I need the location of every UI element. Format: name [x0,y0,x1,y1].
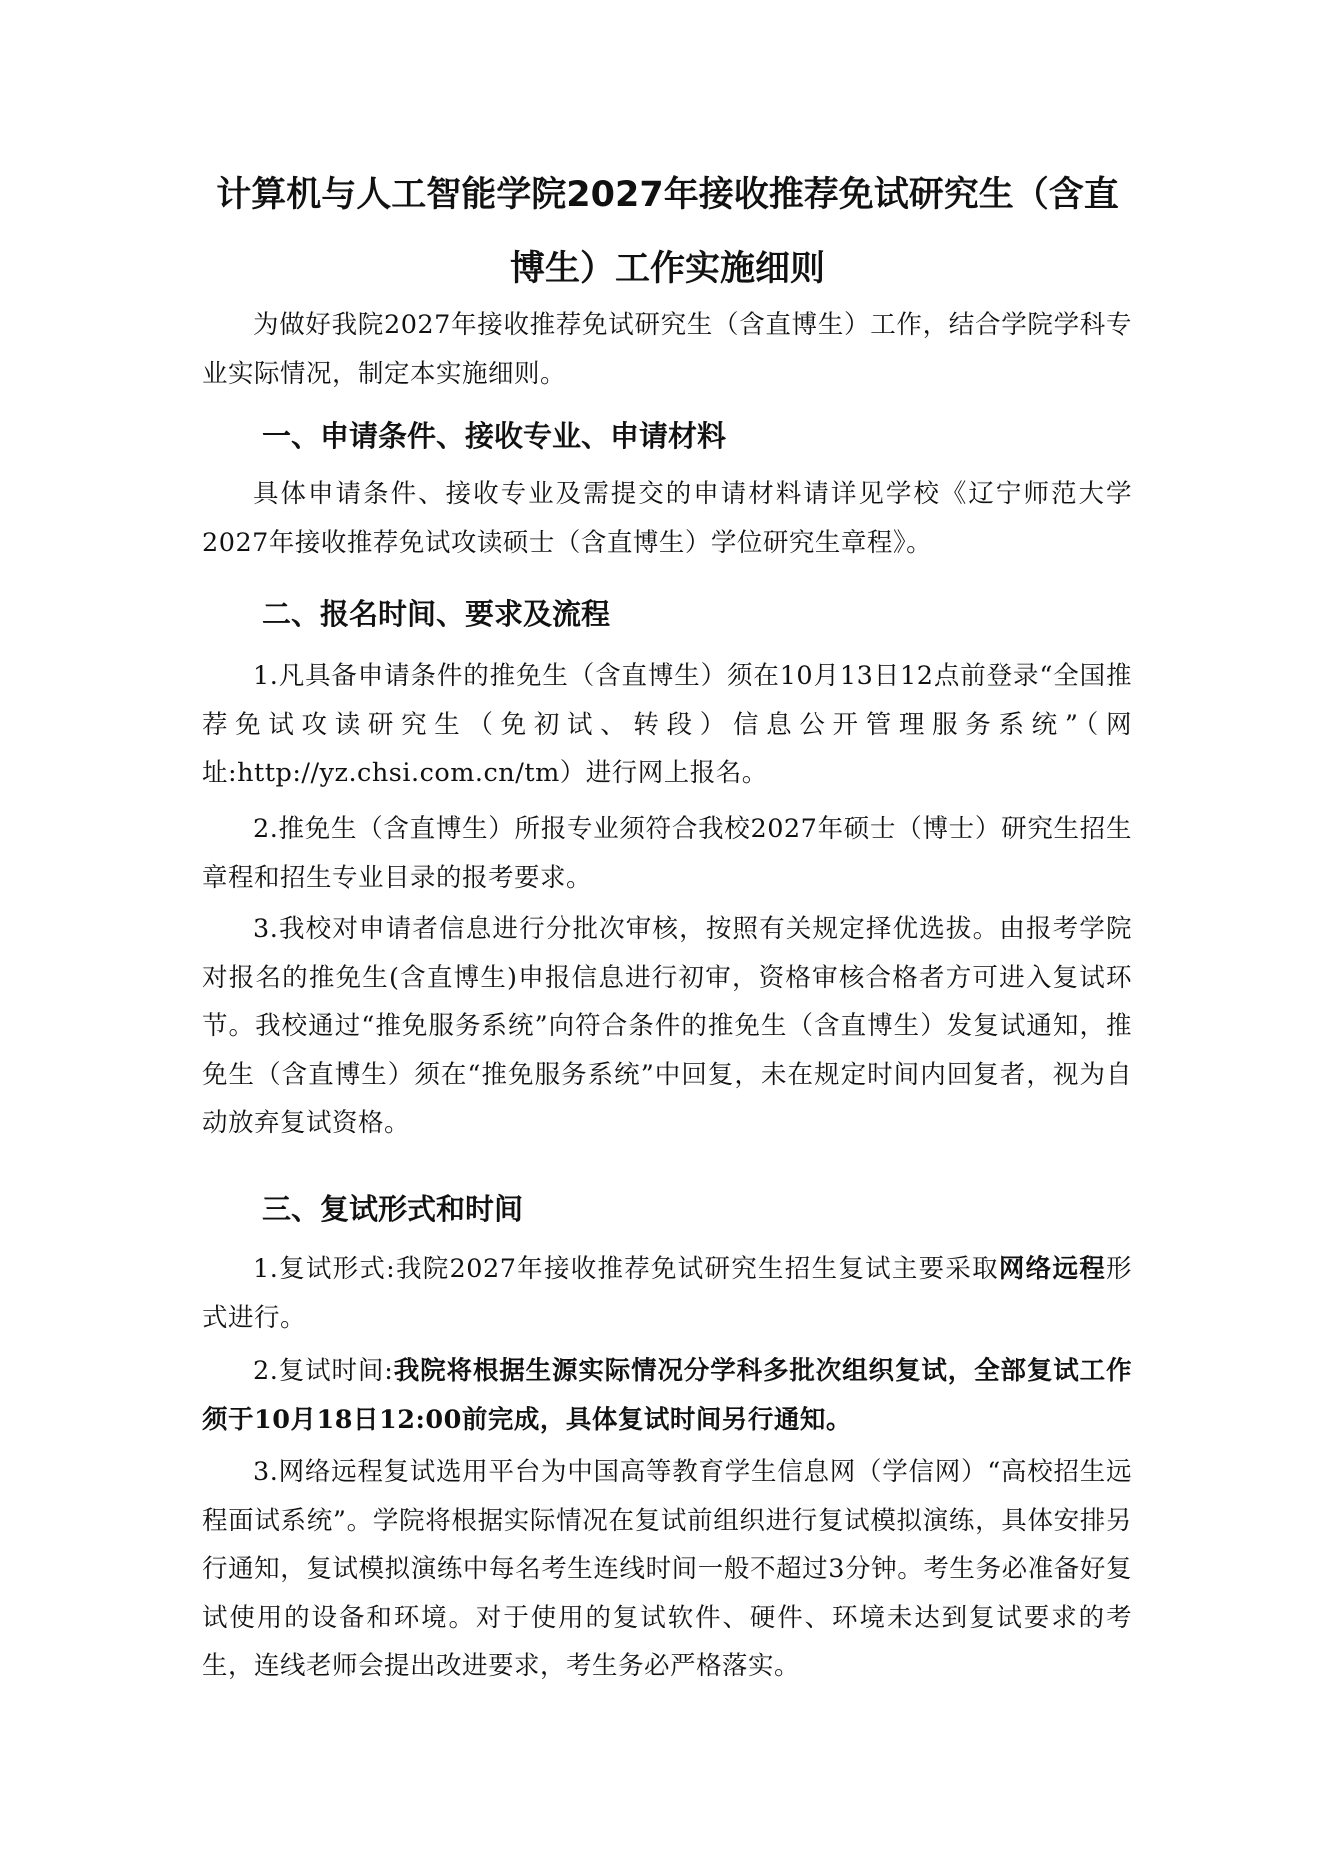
section-2-paragraph-3: 3.我校对申请者信息进行分批次审核，按照有关规定择优选拔。由报考学院对报名的推免生(含直博生)申报信息进行初审，资格审核合格者方可进入复试环节。我校通过“推免服务系统”向符合条件的推免生（含直博生）发复试通知，推免生（含直博生）须在“推免服务系统”中回复，未在规定时间内回复者，视为自动放弃复试资格。 [202,914,1132,1138]
section-3-p2-text-a: 2.复试时间: [253,1356,394,1386]
section-3-p1-text-b: 形式进行。 [202,1254,1132,1333]
section-1-paragraph-1: 具体申请条件、接收专业及需提交的申请材料请详见学校《辽宁师范大学2027年接收推荐免试攻读硕士（含直博生）学位研究生章程》。 [202,479,1132,558]
document-title: 计算机与人工智能学院2027年接收推荐免试研究生（含直博生）工作实施细则 [216,175,1119,289]
section-3-p1-text-a: 1.复试形式:我院2027年接收推荐免试研究生招生复试主要采取 [253,1254,999,1284]
section-2-paragraph-2: 2.推免生（含直博生）所报专业须符合我校2027年硕士（博士）研究生招生章程和招生专业目录的报考要求。 [202,814,1132,893]
section-3-heading: 三、复试形式和时间 [262,1192,524,1226]
section-3-paragraph-1 [202,1245,1132,1342]
section-3-paragraph-3: 3.网络远程复试选用平台为中国高等教育学生信息网（学信网）“高校招生远程面试系统”。学院将根据实际情况在复试前组织进行复试模拟演练，具体安排另行通知，复试模拟演练中每名考生连线时间一般不超过3分钟。考生务必准备好复试使用的设备和环境。对于使用的复试软件、硬件、环境未达到复试要求的考生，连线老师会提出改进要求，考生务必严格落实。 [202,1457,1132,1681]
section-3-p1-emphasis: 网络远程 [998,1254,1106,1284]
section-2-paragraph-1: 1.凡具备申请条件的推免生（含直博生）须在10月13日12点前登录“全国推荐免试攻读研究生（免初试、转段）信息公开管理服务系统”（网址:http://yz.chsi.com.cn/tm）进行网上报名。 [202,661,1132,788]
section-3-paragraph-2 [202,1347,1132,1444]
intro-paragraph: 为做好我院2027年接收推荐免试研究生（含直博生）工作，结合学院学科专业实际情况，制定本实施细则。 [202,310,1132,389]
section-3-p2-emphasis: 我院将根据生源实际情况分学科多批次组织复试，全部复试工作须于10月18日12:00前完成，具体复试时间另行通知。 [202,1356,1132,1435]
section-2-heading: 二、报名时间、要求及流程 [262,597,611,631]
section-1-heading: 一、申请条件、接收专业、申请材料 [262,419,727,453]
